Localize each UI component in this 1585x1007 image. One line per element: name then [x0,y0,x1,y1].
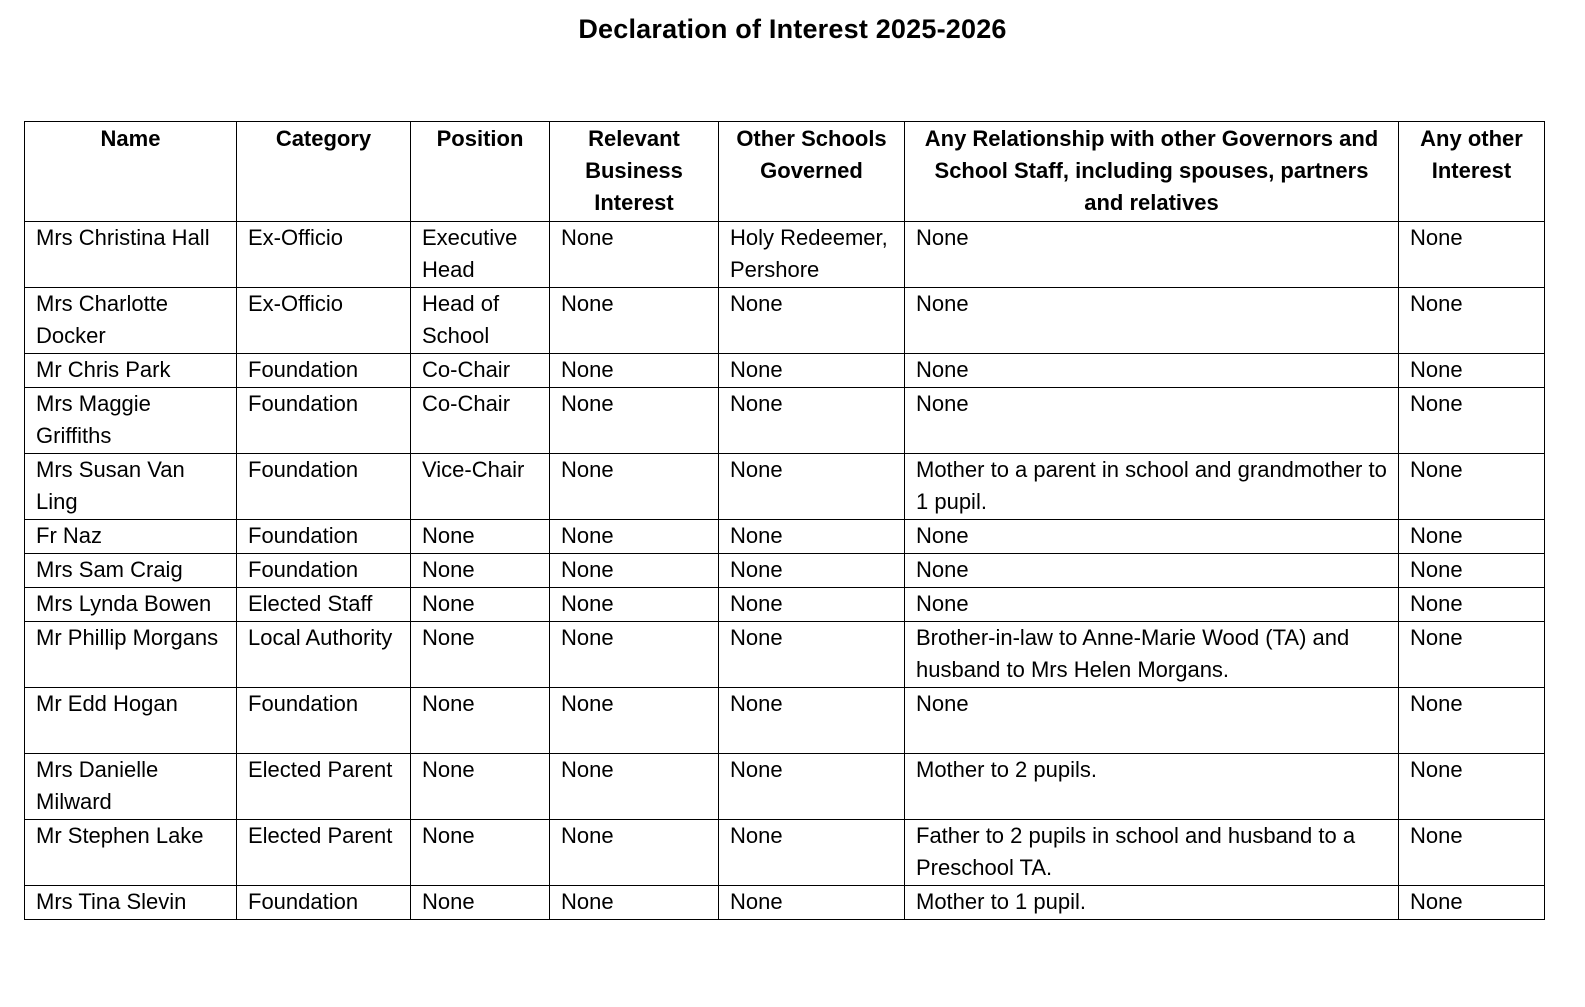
cell-position: None [411,622,550,688]
cell-position: None [411,588,550,622]
cell-other-schools: None [719,454,905,520]
cell-relationship: Mother to 1 pupil. [905,886,1399,920]
cell-other-interest: None [1399,754,1545,820]
cell-other-interest: None [1399,520,1545,554]
cell-category: Foundation [237,688,411,754]
cell-relationship: None [905,520,1399,554]
cell-other-schools: None [719,820,905,886]
table-row [25,520,1545,554]
table-row [25,588,1545,622]
cell-name: Mrs Maggie Griffiths [25,388,237,454]
cell-category: Elected Parent [237,754,411,820]
cell-other-schools: None [719,520,905,554]
cell-position: None [411,754,550,820]
cell-category: Local Authority [237,622,411,688]
cell-business-interest: None [550,222,719,288]
cell-position: Head of School [411,288,550,354]
header-name: Name [25,122,237,222]
cell-relationship: None [905,688,1399,754]
table-row [25,688,1545,754]
header-row [25,122,1545,222]
cell-position: Executive Head [411,222,550,288]
cell-business-interest: None [550,354,719,388]
header-position: Position [411,122,550,222]
declaration-table [24,121,1545,920]
cell-other-schools: None [719,754,905,820]
header-business-interest: Relevant Business Interest [550,122,719,222]
cell-category: Foundation [237,520,411,554]
cell-relationship: Father to 2 pupils in school and husband to a Preschool TA. [905,820,1399,886]
header-category: Category [237,122,411,222]
cell-relationship: None [905,222,1399,288]
cell-position: None [411,820,550,886]
cell-business-interest: None [550,454,719,520]
cell-relationship: Mother to a parent in school and grandmother to 1 pupil. [905,454,1399,520]
cell-category: Foundation [237,454,411,520]
cell-business-interest: None [550,622,719,688]
cell-name: Mrs Tina Slevin [25,886,237,920]
table-row [25,388,1545,454]
cell-position: None [411,520,550,554]
table-row [25,288,1545,354]
cell-category: Foundation [237,554,411,588]
cell-other-interest: None [1399,554,1545,588]
header-relationship: Any Relationship with other Governors and School Staff, including spouses, partners and relatives [905,122,1399,222]
cell-position: None [411,886,550,920]
cell-category: Foundation [237,886,411,920]
cell-name: Mrs Lynda Bowen [25,588,237,622]
cell-other-schools: None [719,288,905,354]
cell-other-interest: None [1399,886,1545,920]
cell-business-interest: None [550,554,719,588]
cell-name: Mr Edd Hogan [25,688,237,754]
cell-name: Mrs Christina Hall [25,222,237,288]
cell-other-interest: None [1399,622,1545,688]
cell-relationship: Mother to 2 pupils. [905,754,1399,820]
cell-business-interest: None [550,688,719,754]
table-row [25,754,1545,820]
cell-position: Co-Chair [411,354,550,388]
cell-relationship: None [905,554,1399,588]
cell-name: Mr Chris Park [25,354,237,388]
cell-business-interest: None [550,754,719,820]
cell-other-interest: None [1399,454,1545,520]
cell-other-interest: None [1399,354,1545,388]
cell-position: None [411,554,550,588]
cell-other-schools: None [719,886,905,920]
cell-business-interest: None [550,288,719,354]
cell-business-interest: None [550,820,719,886]
cell-position: None [411,688,550,754]
cell-business-interest: None [550,886,719,920]
header-other-schools: Other Schools Governed [719,122,905,222]
cell-category: Foundation [237,354,411,388]
cell-relationship: None [905,354,1399,388]
cell-other-interest: None [1399,222,1545,288]
cell-name: Mrs Susan Van Ling [25,454,237,520]
cell-other-interest: None [1399,588,1545,622]
cell-name: Mr Stephen Lake [25,820,237,886]
table-row [25,222,1545,288]
cell-category: Elected Parent [237,820,411,886]
table-row [25,354,1545,388]
cell-name: Mrs Danielle Milward [25,754,237,820]
cell-business-interest: None [550,588,719,622]
cell-other-schools: None [719,622,905,688]
cell-other-interest: None [1399,820,1545,886]
cell-business-interest: None [550,388,719,454]
cell-other-schools: None [719,588,905,622]
cell-relationship: None [905,588,1399,622]
cell-other-interest: None [1399,688,1545,754]
cell-other-schools: None [719,688,905,754]
cell-name: Fr Naz [25,520,237,554]
cell-other-schools: None [719,554,905,588]
table-row [25,554,1545,588]
cell-relationship: Brother-in-law to Anne-Marie Wood (TA) and husband to Mrs Helen Morgans. [905,622,1399,688]
cell-position: Vice-Chair [411,454,550,520]
cell-other-schools: Holy Redeemer, Pershore [719,222,905,288]
table-row [25,886,1545,920]
header-other-interest: Any other Interest [1399,122,1545,222]
cell-position: Co-Chair [411,388,550,454]
cell-category: Elected Staff [237,588,411,622]
cell-name: Mrs Charlotte Docker [25,288,237,354]
cell-other-interest: None [1399,388,1545,454]
table-row [25,820,1545,886]
cell-category: Foundation [237,388,411,454]
cell-relationship: None [905,288,1399,354]
cell-relationship: None [905,388,1399,454]
table-row [25,454,1545,520]
cell-category: Ex-Officio [237,222,411,288]
page-title: Declaration of Interest 2025-2026 [578,14,1007,44]
cell-name: Mr Phillip Morgans [25,622,237,688]
cell-other-schools: None [719,354,905,388]
cell-other-schools: None [719,388,905,454]
cell-other-interest: None [1399,288,1545,354]
cell-category: Ex-Officio [237,288,411,354]
cell-business-interest: None [550,520,719,554]
table-row [25,622,1545,688]
cell-name: Mrs Sam Craig [25,554,237,588]
